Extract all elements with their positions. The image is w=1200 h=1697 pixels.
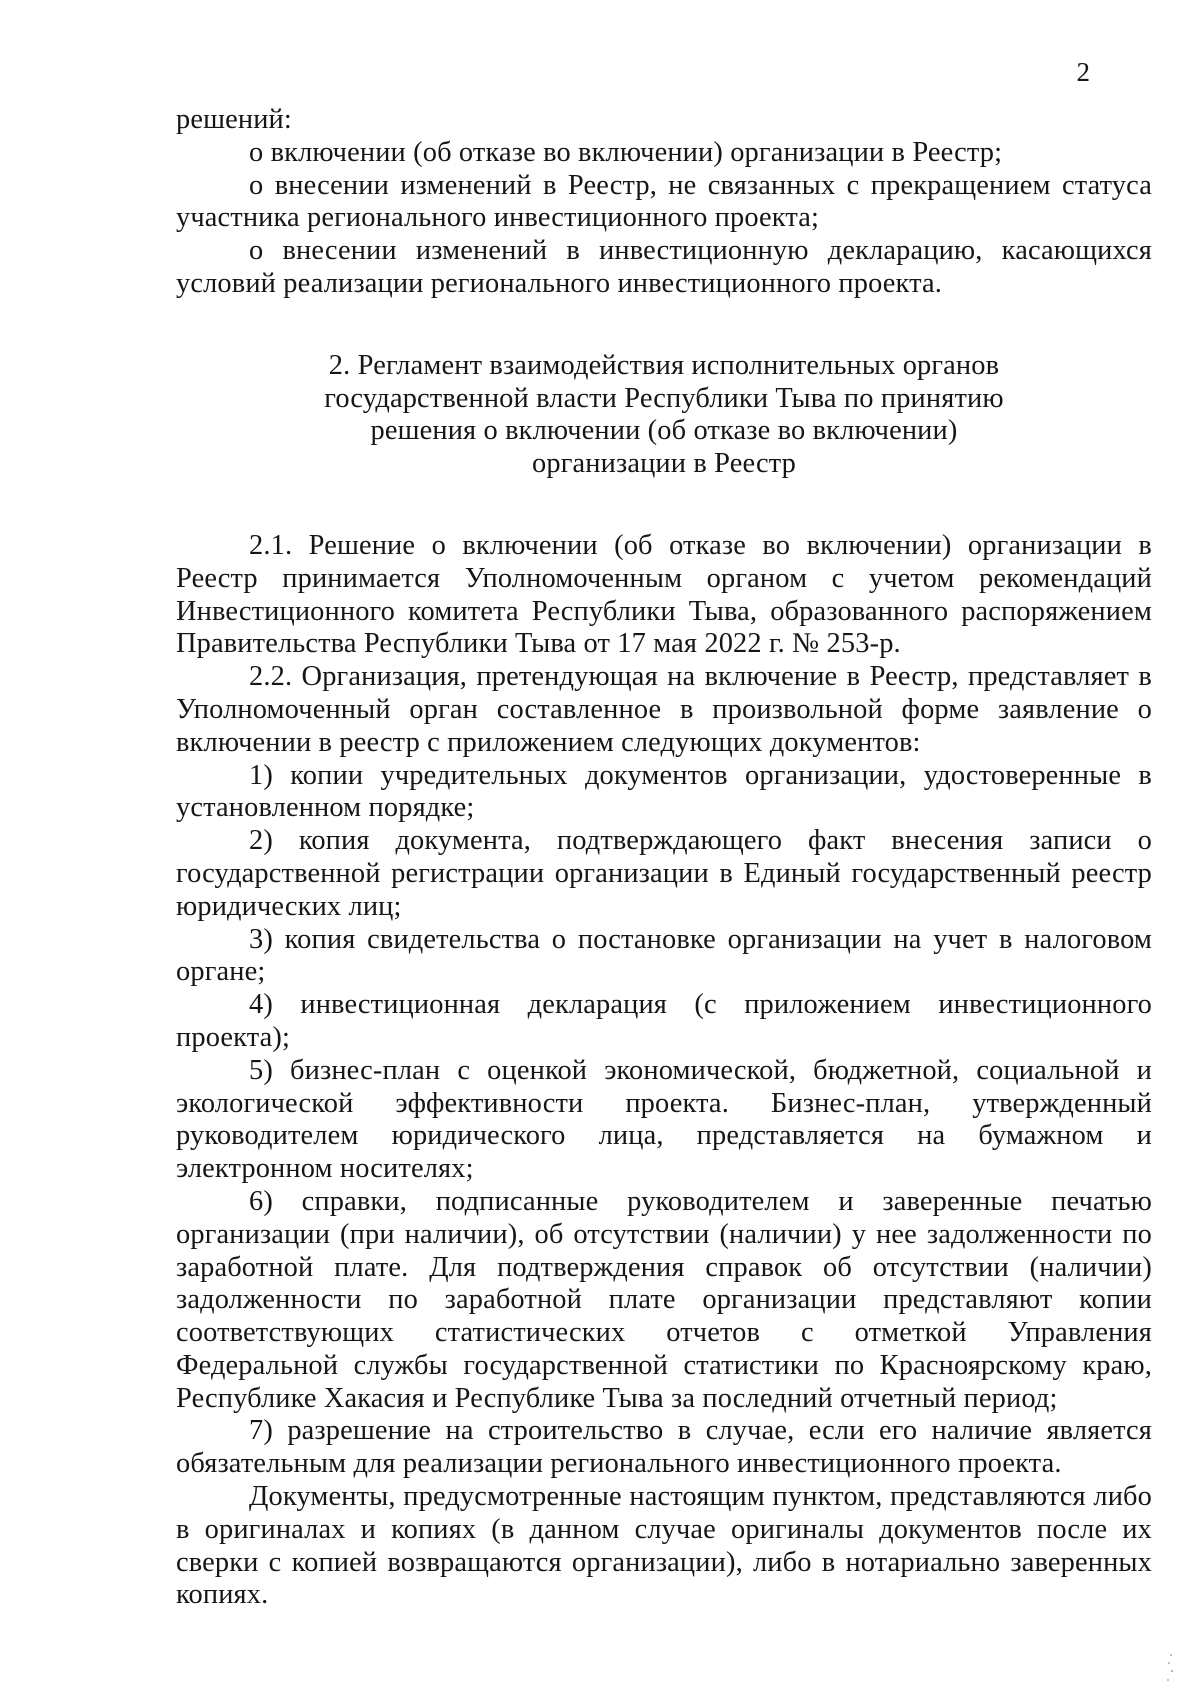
section-heading-line: решения о включении (об отказе во включении)	[370, 415, 958, 447]
document-list-item: 5) бизнес-план с оценкой экономической, бюджетной, социальной и экологической эффективности проекта. Бизнес-план, утвержденный руководителем юридического лица, представляется на бумажном и электронном носителях;	[176, 1054, 1152, 1185]
paragraph-2-2: 2.2. Организация, претендующая на включение в Реестр, представляет в Уполномоченный орган составленное в произвольной форме заявление о включении в реестр с приложением следующих документов:	[176, 661, 1152, 758]
section-heading-line: 2. Регламент взаимодействия исполнительных органов	[328, 349, 1000, 381]
section-heading-line: государственной власти Республики Тыва по принятию	[324, 382, 1004, 414]
intro-lead: решений:	[176, 104, 292, 135]
scan-mark	[1162, 1649, 1176, 1689]
page-number: 2	[1076, 57, 1090, 87]
document-list-item: 2) копия документа, подтверждающего факт внесения записи о государственной регистрации организации в Единый государственный реестр юридических лиц;	[176, 825, 1152, 922]
document-list-item: 1) копии учредительных документов организации, удостоверенные в установленном порядке;	[176, 759, 1152, 824]
section-heading	[176, 350, 1152, 481]
section-heading-line: организации в Реестр	[532, 448, 796, 480]
closing-paragraph: Документы, предусмотренные настоящим пунктом, представляются либо в оригиналах и копиях (в данном случае оригиналы документов после их сверки с копией возвращаются организации), либо в нотариально заверенных копиях.	[176, 1481, 1152, 1611]
document-list-item: 3) копия свидетельства о постановке организации на учет в налоговом органе;	[176, 923, 1152, 988]
document-list-item: 4) инвестиционная декларация (с приложением инвестиционного проекта);	[176, 989, 1152, 1053]
document-list-item: 6) справки, подписанные руководителем и заверенные печатью организации (при наличии), об отсутствии (наличии) у нее задолженности по заработной плате. Для подтверждения справок об отсутствии (наличии) задолженности по заработной плате организации представляют копии соответствующих статистических отчетов с отметкой Управления Федеральной службы государственной статистики по Красноярскому краю, Республике Хакасия и Республике Тыва за последний отчетный период;	[176, 1185, 1152, 1414]
intro-item: о включении (об отказе во включении) организации в Реестр;	[249, 136, 1003, 168]
intro-item: о внесении изменений в Реестр, не связанных с прекращением статуса участника регионального инвестиционного проекта;	[176, 169, 1152, 234]
intro-item: о внесении изменений в инвестиционную декларацию, касающихся условий реализации регионального инвестиционного проекта.	[176, 235, 1152, 299]
paragraph-2-1: 2.1. Решение о включении (об отказе во включении) организации в Реестр принимается Уполномоченным органом с учетом рекомендаций Инвестиционного комитета Республики Тыва, образованного распоряжением Правительства Республики Тыва от 17 мая 2022 г. № 253-р.	[176, 529, 1152, 660]
document-list-item: 7) разрешение на строительство в случае, если его наличие является обязательным для реализации регионального инвестиционного проекта.	[176, 1415, 1152, 1480]
document-body	[176, 104, 1152, 1612]
